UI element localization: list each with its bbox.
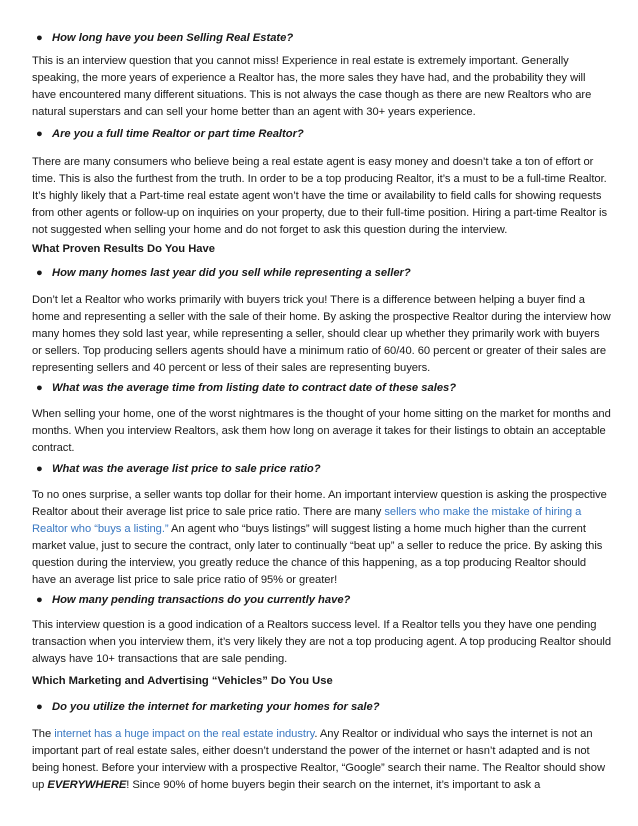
question-text: Are you a full time Realtor or part time Realtor? — [52, 128, 304, 140]
heading-marketing: Which Marketing and Advertising “Vehicles” Do You Use — [32, 675, 333, 687]
link-internet-impact[interactable]: internet has a huge impact on the real estate industry — [54, 728, 315, 740]
paragraph-listing-time: When selling your home, one of the worst nightmares is the thought of your home sitting on the market for months and months. When you interview Realtors, ask them how long on average it takes for their listings to obtain an acceptable contract. — [32, 408, 611, 454]
question-experience — [36, 31, 293, 46]
heading-proven-results: What Proven Results Do You Have — [32, 243, 215, 255]
question-text: How long have you been Selling Real Estate? — [52, 32, 294, 44]
question-text: How many pending transactions do you currently have? — [52, 594, 351, 606]
paragraph-internet — [32, 726, 612, 794]
emphasis-everywhere: EVERYWHERE — [47, 778, 127, 791]
paragraph-price-ratio — [32, 487, 612, 588]
paragraph-experience: This is an interview question that you cannot miss! Experience in real estate is extremely important. Generally speaking, the more years of experience a Realtor has, the more sales they have had, and the probability they will have encountered many different situations. This is not always the case though as there are new Realtors who are natural superstars and can sell your home better than an agent with 30+ years experience. — [32, 55, 592, 118]
bullet: ● — [36, 701, 43, 713]
question-text: Do you utilize the internet for marketing your homes for sale? — [52, 701, 380, 713]
question-pending — [36, 593, 350, 608]
bullet: ● — [36, 267, 43, 279]
paragraph-text: The — [32, 728, 55, 740]
bullet: ● — [36, 32, 43, 44]
paragraph-homes-sold: Don’t let a Realtor who works primarily with buyers trick you! There is a difference between helping a buyer find a home and representing a seller with the sale of their home. By asking the prospective Realtor during the interview how many homes they sold last year, while representing a seller, should clear up whether they primarily work with buyers or sellers. Top producing sellers agents should have a minimum ratio of 60/40. 60 percent or greater of their sales are representing sellers and 40 percent or less of their sales are representing buyers. — [32, 294, 611, 374]
question-text: How many homes last year did you sell while representing a seller? — [52, 267, 411, 279]
paragraph-text: . Any Realtor or individual who says the internet is not an important part of real estate sales, either doesn’t understand the power of the internet or hasn’t adapted and is not being honest. Before your interview with a prospective Realtor, “Google” search their name. The Realtor should show up — [32, 728, 605, 791]
bullet: ● — [36, 382, 43, 394]
bullet: ● — [36, 128, 43, 140]
question-homes-sold — [36, 266, 411, 281]
paragraph-text: An agent who “buys listings” will suggest listing a home much higher than the current market value, just to secure the contract, only later to continually “beat up” a seller to reduce the price. By asking this question during the interview, you greatly reduce the chance of this happening, as a top producing Realtor should have an average list price to sale price ratio of 95% or greater! — [32, 522, 603, 586]
question-internet — [36, 700, 380, 715]
bullet: ● — [36, 594, 43, 606]
paragraph-pending: This interview question is a good indication of a Realtors success level. If a Realtor tells you they have one pending transaction when you interview them, it’s very likely they are not a top producing agent. A top producing Realtor should always have 10+ transactions that are sale pending. — [32, 619, 611, 665]
paragraph-full-time: There are many consumers who believe being a real estate agent is easy money and doesn’t take a ton of effort or time. This is also the furthest from the truth. In order to be a top producing Realtor, it’s a must to be a full-time Realtor. It’s highly likely that a Part-time real estate agent won’t have the time or availability to field calls for showing requests from other agents or follow-up on inquiries on your property, due to their full-time position. Hiring a part-time Realtor is not suggested when selling your home and do not forget to ask this question during the interview. — [32, 156, 607, 236]
question-text: What was the average time from listing date to contract date of these sales? — [52, 382, 457, 394]
question-full-time — [36, 127, 304, 142]
question-text: What was the average list price to sale price ratio? — [52, 463, 321, 475]
link-sellers-mistake[interactable]: sellers who make the mistake of hiring a Realtor who “buys a listing.” — [32, 505, 582, 535]
paragraph-text: ! Since 90% of home buyers begin their search on the internet, it’s important to ask a — [126, 778, 541, 791]
question-listing-time — [36, 381, 456, 396]
bullet: ● — [36, 463, 43, 475]
question-price-ratio — [36, 462, 321, 477]
paragraph-text: To no ones surprise, a seller wants top dollar for their home. An important interview question is asking the prospective Realtor about their average list price to sale price ratio. There are many — [32, 489, 607, 518]
